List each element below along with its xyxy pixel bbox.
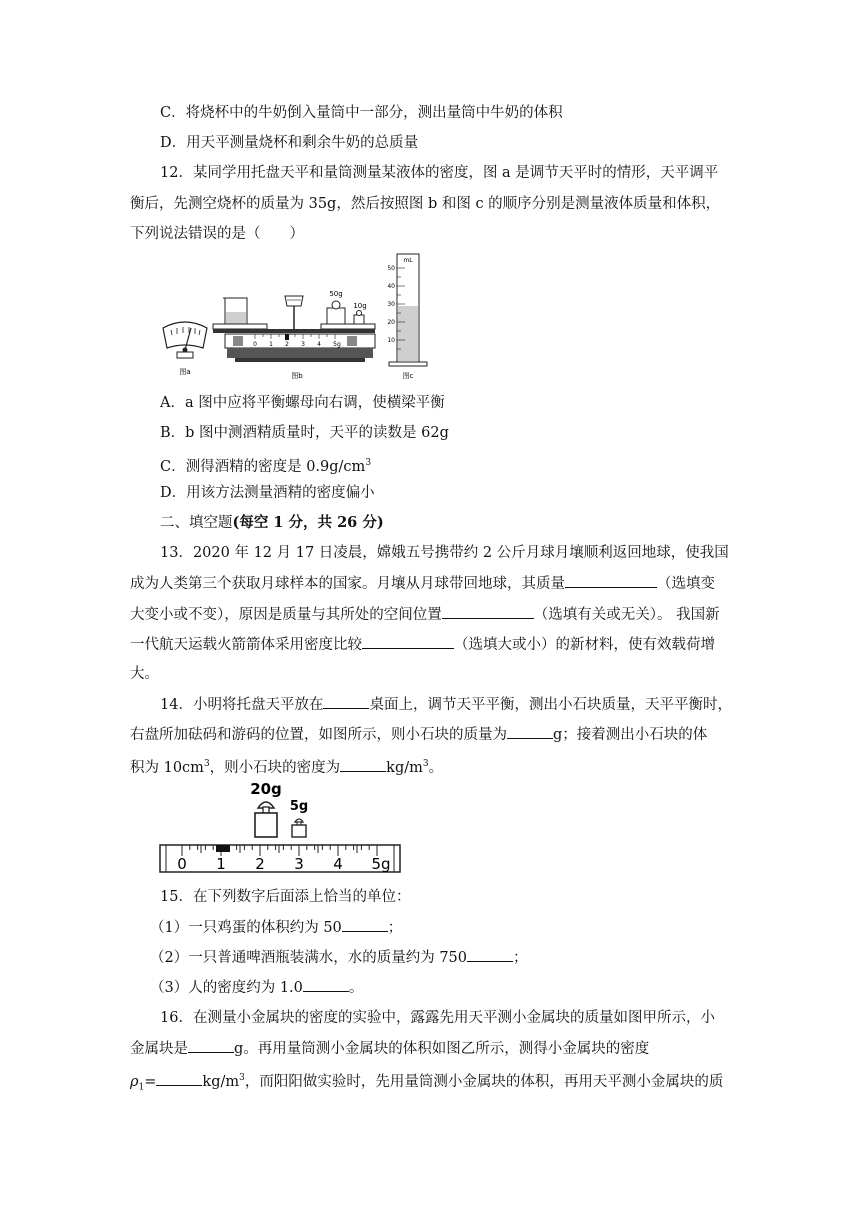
cylinder-tick: 10: [387, 337, 395, 344]
rider-marker: [216, 845, 230, 852]
question-13-line3: 大变小或不变），原因是质量与其所处的空间位置 （选填有关或无关）。 我国新: [130, 604, 720, 625]
question-16-line1: 16．在测量小金属块的密度的实验中，露露先用天平测小金属块的质量如图甲所示，小: [160, 1010, 715, 1026]
scale-label-5g: 5g: [371, 855, 391, 873]
question-13-line5: 大。: [130, 666, 159, 682]
scale-num: 0: [253, 341, 257, 348]
cylinder-tick: 40: [387, 283, 395, 290]
fig-b-balance: [213, 296, 375, 362]
weight-5g-icon: [292, 819, 306, 837]
question-13-line4: 一代航天运载火箭箭体采用密度比较 （选填大或小）的新材料，使有效载荷增: [130, 634, 715, 655]
weight-20g-label: 20g: [250, 780, 282, 798]
question-15-line1: 15．在下列数字后面添上恰当的单位：: [160, 889, 411, 905]
question-15-item3: （3）人的密度约为 1.0 。: [150, 977, 363, 998]
question-16-line2: 金属块是 g。再用量筒测小金属块的体积如图乙所示，测得小金属块的密度: [130, 1038, 649, 1059]
question-12-line2: 衡后，先测空烧杯的质量为 35g，然后按照图 b 和图 c 的顺序分别是测量液体质量和体积，: [130, 196, 721, 212]
cylinder-tick: 50: [387, 265, 395, 272]
balance-figure-12: [155, 250, 445, 385]
weight-5g-label: 5g: [289, 799, 309, 814]
caption-a: 图a: [179, 368, 191, 376]
question-13-line1: 13．2020 年 12 月 17 日凌晨，嫦娥五号携带约 2 公斤月球月壤顺利返回地球，使我国: [160, 545, 729, 561]
question-12-line1: 12．某同学用托盘天平和量筒测量某液体的密度，图 a 是调节天平时的情形，天平调平: [160, 165, 719, 181]
scale-num: 4: [317, 341, 321, 348]
scale-label-1: 1: [216, 855, 226, 873]
scale-num: 1: [269, 341, 273, 348]
question-14-line3: 积为 $10cm^3$，则小石块的密度为 $kg/m^3$。: [130, 754, 443, 778]
option-12-c: C．测得酒精的密度是 $0.9g/cm^3$: [160, 458, 372, 475]
scale-num: 2: [285, 341, 289, 348]
option-12-a: A．a 图中应将平衡螺母向右调，使横梁平衡: [160, 395, 445, 411]
weight-20g-icon: [255, 802, 277, 837]
scale-label-3: 3: [294, 855, 304, 873]
scale-num: 3: [301, 341, 305, 348]
section-2-heading: 二、填空题(每空 1 分，共 26 分): [160, 514, 384, 531]
question-14-line1: 14．小明将托盘天平放在 桌面上，调节天平平衡，测出小石块质量，天平平衡时，: [160, 694, 732, 715]
fig-a-pointer-scale: [163, 322, 207, 358]
rider-scale: [160, 845, 400, 872]
scale-label-0: 0: [177, 855, 187, 873]
question-15-item2: （2）一只普通啤酒瓶装满水，水的质量约为 750 ；: [150, 947, 528, 968]
cylinder-tick: 20: [387, 319, 395, 326]
scale-label-2: 2: [255, 855, 265, 873]
weight-50g-label: 50g: [329, 290, 343, 298]
option-11-d: D．用天平测量烧杯和剩余牛奶的总质量: [160, 135, 419, 151]
scale-label-4: 4: [333, 855, 343, 873]
option-12-d: D．用该方法测量酒精的密度偏小: [160, 485, 375, 501]
question-13-line2: 成为人类第三个获取月球样本的国家。月壤从月球带回地球，其质量 （选填变: [130, 573, 715, 594]
weight-10g-label: 10g: [353, 302, 367, 310]
cylinder-unit: mL: [403, 257, 413, 264]
caption-c: 图c: [402, 372, 414, 380]
option-12-b: B．b 图中测酒精质量时，天平的读数是 62g: [160, 425, 449, 441]
question-16-line3: $\rho_1= kg/m^3$，而阳阳做实验时，先用量筒测小金属块的体积，再用天平测小金属块的质: [130, 1068, 723, 1098]
question-15-item1: （1）一只鸡蛋的体积约为 50 ；: [150, 917, 402, 938]
question-14-line2: 右盘所加砝码和游码的位置，如图所示，则小石块的质量为 g；接着测出小石块的体: [130, 724, 707, 745]
caption-b: 图b: [291, 372, 303, 380]
option-11-c: C．将烧杯中的牛奶倒入量筒中一部分，测出量筒中牛奶的体积: [160, 105, 563, 121]
scale-num: 5g: [333, 341, 341, 348]
question-12-line3: 下列说法错误的是（ ）: [130, 226, 304, 242]
cylinder-tick: 30: [387, 301, 395, 308]
weights-rider-figure-14: [158, 776, 408, 878]
